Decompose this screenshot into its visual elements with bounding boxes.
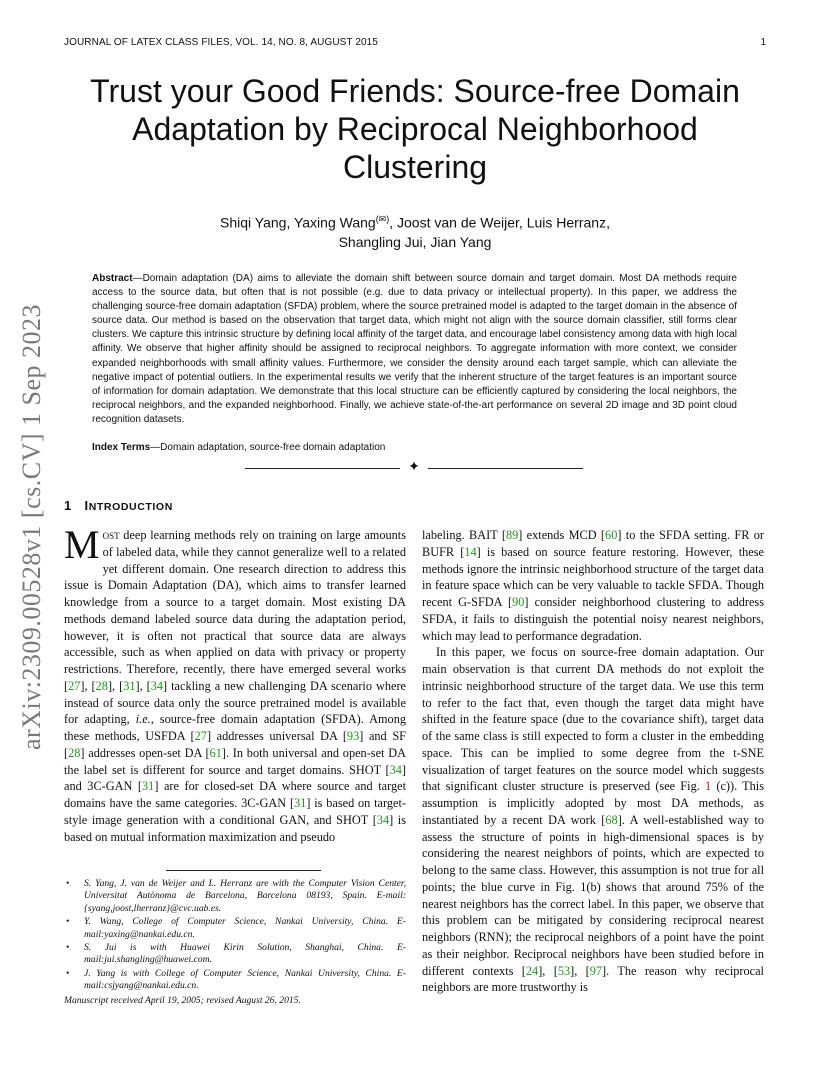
- arxiv-stamp-text: arXiv:2309.00528v1 [cs.CV] 1 Sep 2023: [17, 303, 47, 751]
- intro-paragraph-1-cont: [422, 527, 764, 644]
- paper-title: Trust your Good Friends: Source-free Domain Adaptation by Reciprocal Neighborhood Clustering: [90, 73, 740, 185]
- index-terms: [92, 441, 737, 455]
- text-run: deep learning methods rely on training on large amounts of labeled data, while they cannot generalize well to a related yet different domain. One research direction to address this issue is Domain Adaptation (DA), which aims to transfer learned knowledge from a source to a target domain. Most existing DA methods demand labeled source data during the adaptation period, however, it is often not practical that source data are always accessible, such as when applied on data with privacy or property restrictions. Therefore, recently, there have emerged several works [: [64, 528, 406, 693]
- citation-link[interactable]: 34: [389, 762, 402, 777]
- smallcaps-word: ost: [102, 528, 120, 542]
- intro-paragraph-1: [64, 522, 407, 845]
- citation-link[interactable]: 24: [525, 963, 539, 978]
- text-run: In this paper, we focus on source-free domain adaptation. Our main observation is that current DA methods do not exploit the intrinsic neighborhood structure of the target data. We use this term to refer to the fact that, even though the target data might have shifted in the feature space (due to the covariance shift), target data of the same class is still expected to form a cluster in the embedding space. This can be implied to some degree from the t-SNE visualization of target features on the source model which suggests that significant cluster structure is preserved (see Fig.: [422, 645, 764, 794]
- text-run: ] consider neighborhood clustering to address SFDA, it fails to distinguish the potential noisy nearest neighbors, which may lead to performance degradation.: [422, 595, 764, 643]
- citation-link[interactable]: 31: [294, 796, 307, 810]
- author-list: [64, 210, 766, 252]
- text-run: labeling. BAIT [: [422, 528, 506, 542]
- section-title-first: I: [84, 498, 89, 513]
- dropcap: M: [64, 522, 100, 567]
- citation-link[interactable]: 90: [512, 595, 525, 609]
- text-run: ] are for closed-set DA where source and target domains have the same categories. 3C-GAN [: [64, 779, 407, 810]
- citation-link[interactable]: 31: [123, 678, 136, 693]
- text-run: ] and 3C-GAN [: [64, 762, 406, 794]
- divider-left: [245, 468, 400, 469]
- page-number: 1: [760, 37, 766, 48]
- footnote-item: • Y. Wang, College of Computer Science, Nankai University, China. E-mail:yaxing@nankai.edu.cn.: [64, 916, 406, 941]
- abstract-text: —Domain adaptation (DA) aims to alleviate the domain shift between source domain and target domain. Most DA methods require access to the source data, but often that is not possible (e.g. due to data privacy or intellectual property). In this paper, we address the challenging source-free domain adaptation (SFDA) problem, where the source pretrained model is adapted to the target domain in the absence of source data. Our method is based on the observation that target data, which might not align with the source domain classifier, still forms clear clusters. We capture this intrinsic structure by defining local affinity of the target data, and encourage label consistency among data with high local affinity. We observe that higher affinity should be assigned to reciprocal neighbors. To aggregate information with more context, we consider expanded neighborhoods with small affinity values. Furthermore, we consider the density around each target sample, which can alleviate the negative impact of potential outliers. In the experimental results we verify that the inherent structure of the target features is an important source of information for domain adaptation. We demonstrate that this local structure can be efficiently captured by considering the local neighbors, the reciprocal neighbors, and the expanded neighborhood. Finally, we achieve state-of-the-art performance on several 2D image and 3D point cloud recognition datasets.: [92, 273, 737, 425]
- citation-link[interactable]: 28: [68, 745, 81, 760]
- authors-line1: Shiqi Yang, Yaxing Wang: [220, 214, 376, 231]
- citation-link[interactable]: 97: [589, 963, 603, 978]
- text-run: ] to the SFDA setting. FR or BUFR [: [422, 528, 764, 559]
- text-run: ] addresses universal DA [: [206, 729, 347, 743]
- text-run: ], [: [80, 678, 96, 693]
- text-run: , source-free domain adaptation (SFDA). Among these methods, USFDA [: [64, 712, 406, 743]
- text-run: ]. The reason why reciprocal neighbors are more trustworthy is: [422, 963, 764, 995]
- citation-link[interactable]: 53: [557, 963, 571, 978]
- citation-link[interactable]: 27: [68, 678, 81, 693]
- italic-ie: i.e.: [135, 712, 151, 727]
- footnote-item: • S. Yang, J. van de Weijer and L. Herranz are with the Computer Vision Center, Universitat Autònoma de Barcelona, Barcelona 08193, Spain. E-mail: {syang,joost,lherranz}@cvc.uab.es.: [64, 878, 406, 915]
- affiliation-footnotes: [64, 878, 406, 994]
- citation-link[interactable]: 31: [142, 779, 155, 794]
- text-run: ] is based on source feature restoring. However, these methods ignore the intrinsic neighborhood structure of the target data in feature space which can be very valuable to tackle SFDA. Though recent G-SFDA [: [422, 544, 764, 609]
- text-run: ], [: [538, 963, 558, 978]
- section-number: 1: [64, 498, 72, 513]
- citation-link[interactable]: 34: [150, 678, 164, 693]
- text-run: (c)). This assumption is implicitly adopted by most DA methods, as instantiated by a recent DA work [: [422, 779, 765, 827]
- index-terms-text: —Domain adaptation, source-free domain adaptation: [150, 442, 386, 453]
- running-head: JOURNAL OF LATEX CLASS FILES, VOL. 14, NO. 8, AUGUST 2015: [64, 37, 378, 48]
- citation-link[interactable]: 34: [376, 812, 390, 827]
- text-run: ]. A well-established way to assess the structure of points in high-dimensional spaces is by considering the nearest neighbors of points, which are expected to belong to the same class. However, this assumption is not true for all points; the blue curve in Fig. 1(b) shows that around 75% of the nearest neighbors has the correct label. In this paper, we observe that this problem can be mitigated by considering reciprocal nearest neighbors (RNN); the reciprocal neighbors of a point have the point as their neighbor. Reciprocal neighbors have been studied before in different contexts [: [422, 812, 764, 978]
- right-column: [422, 527, 764, 996]
- footnote-rule: [166, 870, 321, 871]
- citation-link[interactable]: 27: [194, 729, 207, 743]
- index-terms-label: Index Terms: [92, 442, 151, 453]
- citation-link[interactable]: 14: [464, 544, 477, 559]
- arxiv-stamp: [18, 292, 46, 762]
- text-run: ] and SF [: [64, 729, 407, 760]
- text-run: ] is based on target-style image generation with a conditional GAN, and SHOT [: [64, 796, 406, 827]
- authors-line1-rest: , Joost van de Weijer, Luis Herranz,: [389, 214, 610, 231]
- citation-link[interactable]: 89: [505, 528, 519, 542]
- footnote-item: • J. Yang is with College of Computer Science, Nankai University, China. E-mail:csjyang@nankai.edu.cn.: [64, 968, 406, 993]
- figure-ref-link[interactable]: 1: [705, 779, 712, 794]
- abstract-label: Abstract: [92, 273, 133, 284]
- divider-right: [428, 468, 583, 469]
- section-title-rest: NTRODUCTION: [88, 501, 173, 513]
- text-run: ] extends MCD [: [518, 528, 606, 542]
- text-run: ], [: [570, 963, 590, 978]
- left-column: [64, 522, 407, 845]
- corresponding-author-mark: (✉): [375, 214, 390, 224]
- text-run: ], [: [107, 678, 124, 693]
- text-run: ] is based on mutual information maximization and pseudo: [64, 812, 407, 844]
- text-run: ] tackling a new challenging DA scenario where instead of source data only the source pretrained model is available for adapting,: [64, 678, 407, 727]
- citation-link[interactable]: 28: [95, 678, 108, 693]
- citation-link[interactable]: 61: [209, 745, 222, 760]
- text-run: ], [: [135, 678, 151, 693]
- footnote-item: • S. Jui is with Huawei Kirin Solution, Shanghai, China. E-mail:jui.shangling@huawei.com.: [64, 942, 406, 967]
- section-heading: [64, 498, 173, 513]
- authors-line2: Shangling Jui, Jian Yang: [338, 233, 492, 250]
- text-run: ] addresses open-set DA [: [80, 745, 210, 760]
- manuscript-note: Manuscript received April 19, 2005; revised August 26, 2015.: [64, 995, 301, 1006]
- divider-star-icon: ✦: [408, 460, 420, 475]
- citation-link[interactable]: 60: [605, 528, 618, 542]
- citation-link[interactable]: 93: [346, 729, 360, 743]
- intro-paragraph-2: [422, 644, 764, 996]
- abstract: [92, 272, 737, 427]
- citation-link[interactable]: 68: [605, 812, 618, 827]
- text-run: ]. In both universal and open-set DA the label set is different for source and target domains. SHOT [: [64, 745, 406, 777]
